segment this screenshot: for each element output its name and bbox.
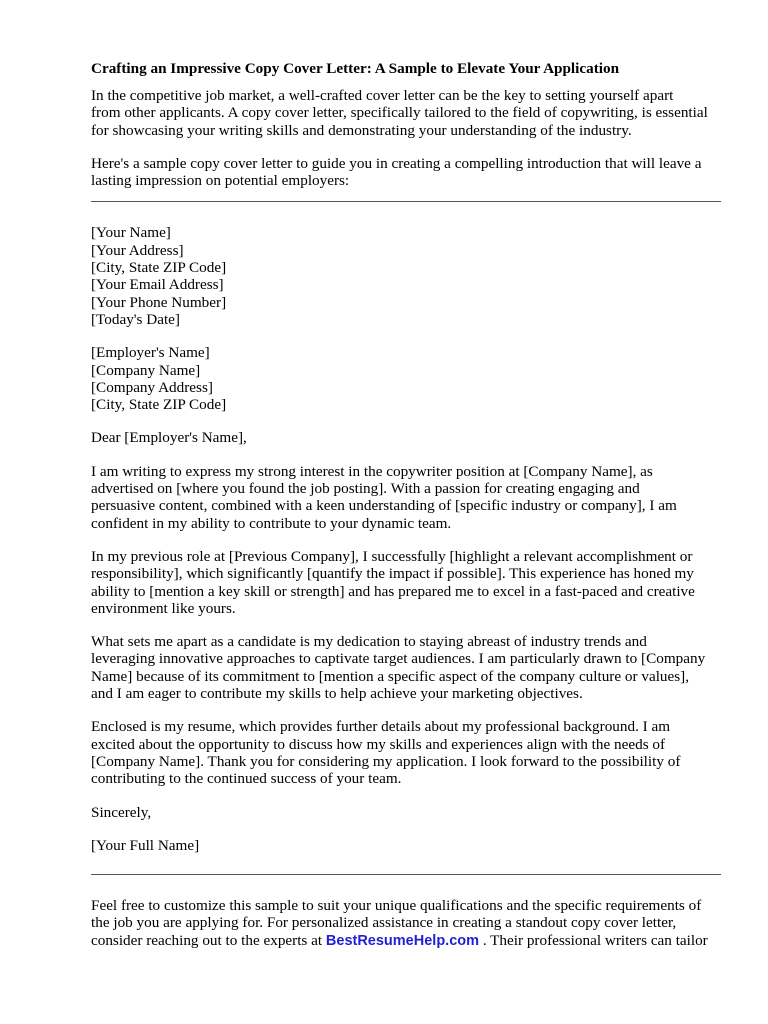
text-line: leveraging innovative approaches to captivate target audiences. I am particularly drawn to [Company (91, 650, 706, 668)
text-line: Enclosed is my resume, which provides further details about my professional background. I am (91, 718, 671, 736)
recipient-line: [City, State ZIP Code] (91, 396, 227, 414)
text-line: [Company Name]. Thank you for considering my application. I look forward to the possibility of (91, 752, 681, 770)
text-line: In my previous role at [Previous Company], I successfully [highlight a relevant accomplishment or (91, 547, 693, 565)
footer-paragraph (91, 897, 721, 950)
footer-text-after-link: . Their professional writers can tailor (479, 931, 708, 949)
salutation: Dear [Employer's Name], (91, 429, 247, 447)
text-line: ability to [mention a key skill or strength] and has prepared me to excel in a fast-paced and creative (91, 582, 695, 600)
text-line: What sets me apart as a candidate is my dedication to staying abreast of industry trends and (91, 633, 647, 651)
body-paragraph-2 (91, 548, 721, 617)
document-title: Crafting an Impressive Copy Cover Letter: A Sample to Elevate Your Application (91, 60, 620, 77)
recipient-line: [Company Name] (91, 361, 201, 379)
recipient-line: [Employer's Name] (91, 344, 210, 362)
text-line: lasting impression on potential employers: (91, 172, 350, 190)
bestresumehelp-link[interactable]: BestResumeHelp.com (325, 932, 480, 949)
signature: [Your Full Name] (91, 836, 200, 854)
text-line: excited about the opportunity to discuss how my skills and experiences align with the needs of (91, 735, 666, 753)
closing: Sincerely, (91, 803, 152, 821)
text-line: Here's a sample copy cover letter to guide you in creating a compelling introduction that will leave a (91, 154, 702, 172)
text-line: contributing to the continued success of your team. (91, 770, 402, 788)
text-line: Feel free to customize this sample to suit your unique qualifications and the specific requirements of (91, 897, 702, 915)
text-line: Name] because of its commitment to [mention a specific aspect of the company culture or values], (91, 667, 690, 685)
sender-line: [Your Email Address] (91, 276, 224, 294)
intro-paragraph-2 (91, 155, 721, 190)
body-paragraph-4 (91, 718, 721, 787)
text-line: environment like yours. (91, 599, 236, 617)
text-line: I am writing to express my strong interest in the copywriter position at [Company Name], as (91, 462, 653, 480)
body-paragraph-1 (91, 463, 721, 532)
body-paragraph-3 (91, 633, 721, 702)
text-line: from other applicants. A copy cover letter, specifically tailored to the field of copywriting, is essential (91, 104, 708, 122)
document-page (91, 60, 721, 950)
text-line: responsibility], which significantly [quantify the impact if possible]. This experience has honed my (91, 565, 694, 583)
sender-line: [Your Name] (91, 224, 171, 242)
sender-line: [Your Phone Number] (91, 293, 227, 311)
text-line: the job you are applying for. For personalized assistance in creating a standout copy cover letter, (91, 914, 677, 932)
text-line: confident in my ability to contribute to your dynamic team. (91, 514, 452, 532)
sender-line: [City, State ZIP Code] (91, 259, 227, 277)
text-line: advertised on [where you found the job posting]. With a passion for creating engaging and (91, 480, 640, 498)
text-line: and I am eager to contribute my skills to help achieve your marketing objectives. (91, 685, 583, 703)
sender-line: [Your Address] (91, 241, 184, 259)
footer-text-before-link: consider reaching out to the experts at (91, 931, 326, 949)
text-line: for showcasing your writing skills and demonstrating your understanding of the industry. (91, 121, 632, 139)
intro-paragraph-1 (91, 87, 721, 139)
text-line: In the competitive job market, a well-crafted cover letter can be the key to setting yourself apart (91, 87, 674, 104)
text-line (91, 932, 721, 950)
sender-line: [Today's Date] (91, 310, 180, 328)
text-line: persuasive content, combined with a keen understanding of [specific industry or company], I am (91, 497, 677, 515)
recipient-line: [Company Address] (91, 378, 213, 396)
sender-address-block (91, 224, 721, 328)
recipient-address-block (91, 344, 721, 413)
